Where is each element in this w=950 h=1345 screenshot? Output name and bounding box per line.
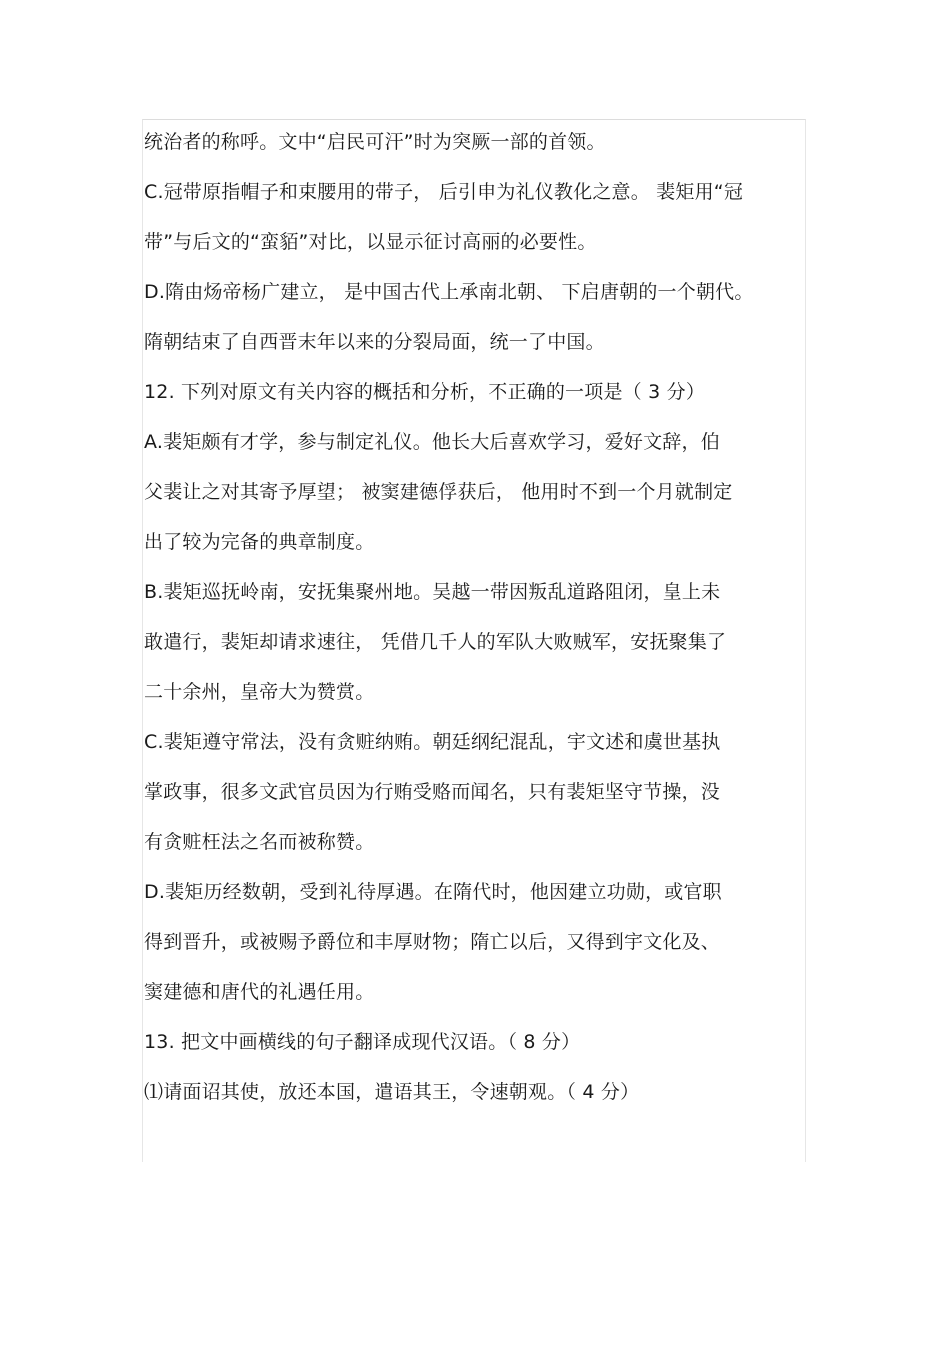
text-line: 统治者的称呼。文中“启民可汗”时为突厥一部的首领。 xyxy=(144,131,606,153)
text-line: 有贪赃枉法之名而被称赞。 xyxy=(144,831,375,853)
text-line: 隋朝结束了自西晋末年以来的分裂局面，统一了中国。 xyxy=(144,331,605,353)
text-line: 出了较为完备的典章制度。 xyxy=(144,531,375,553)
question-13-heading: 13. 把文中画横线的句子翻译成现代汉语。（ 8 分） xyxy=(144,1031,581,1053)
text-line: C.冠带原指帽子和束腰用的带子， 后引申为礼仪教化之意。 裴矩用“冠 xyxy=(144,181,744,203)
text-line: 掌政事，很多文武官员因为行贿受赂而闻名，只有裴矩坚守节操，没 xyxy=(144,781,721,803)
option-b-line: B.裴矩巡抚岭南，安抚集聚州地。吴越一带因叛乱道路阻闭，皇上未 xyxy=(144,581,721,603)
text-line: 得到晋升，或被赐予爵位和丰厚财物；隋亡以后，又得到宇文化及、 xyxy=(144,931,721,953)
text-line: 窦建德和唐代的礼遇任用。 xyxy=(144,981,375,1003)
option-d-line: D.裴矩历经数朝，受到礼待厚遇。在隋代时，他因建立功勋，或官职 xyxy=(144,881,722,903)
option-c-line: C.裴矩遵守常法，没有贪赃纳贿。朝廷纲纪混乱，宇文述和虞世基执 xyxy=(144,731,721,753)
question-12-heading: 12. 下列对原文有关内容的概括和分析，不正确的一项是（ 3 分） xyxy=(144,381,706,403)
text-line: 父裴让之对其寄予厚望； 被窦建德俘获后， 他用时不到一个月就制定 xyxy=(144,481,733,503)
text-line: 敢遣行，裴矩却请求速往， 凭借几千人的军队大败贼军，安抚聚集了 xyxy=(144,631,727,653)
sub-question-1: ⑴请面诏其使，放还本国，遣语其王，令速朝观。（ 4 分） xyxy=(144,1081,640,1103)
text-line: D.隋由炀帝杨广建立， 是中国古代上承南北朝、 下启唐朝的一个朝代。 xyxy=(144,281,754,303)
text-line: 二十余州，皇帝大为赞赏。 xyxy=(144,681,375,703)
option-a-line: A.裴矩颇有才学，参与制定礼仪。他长大后喜欢学习，爱好文辞，伯 xyxy=(144,431,720,453)
text-line: 带”与后文的“蛮貊”对比，以显示征讨高丽的必要性。 xyxy=(144,231,597,253)
